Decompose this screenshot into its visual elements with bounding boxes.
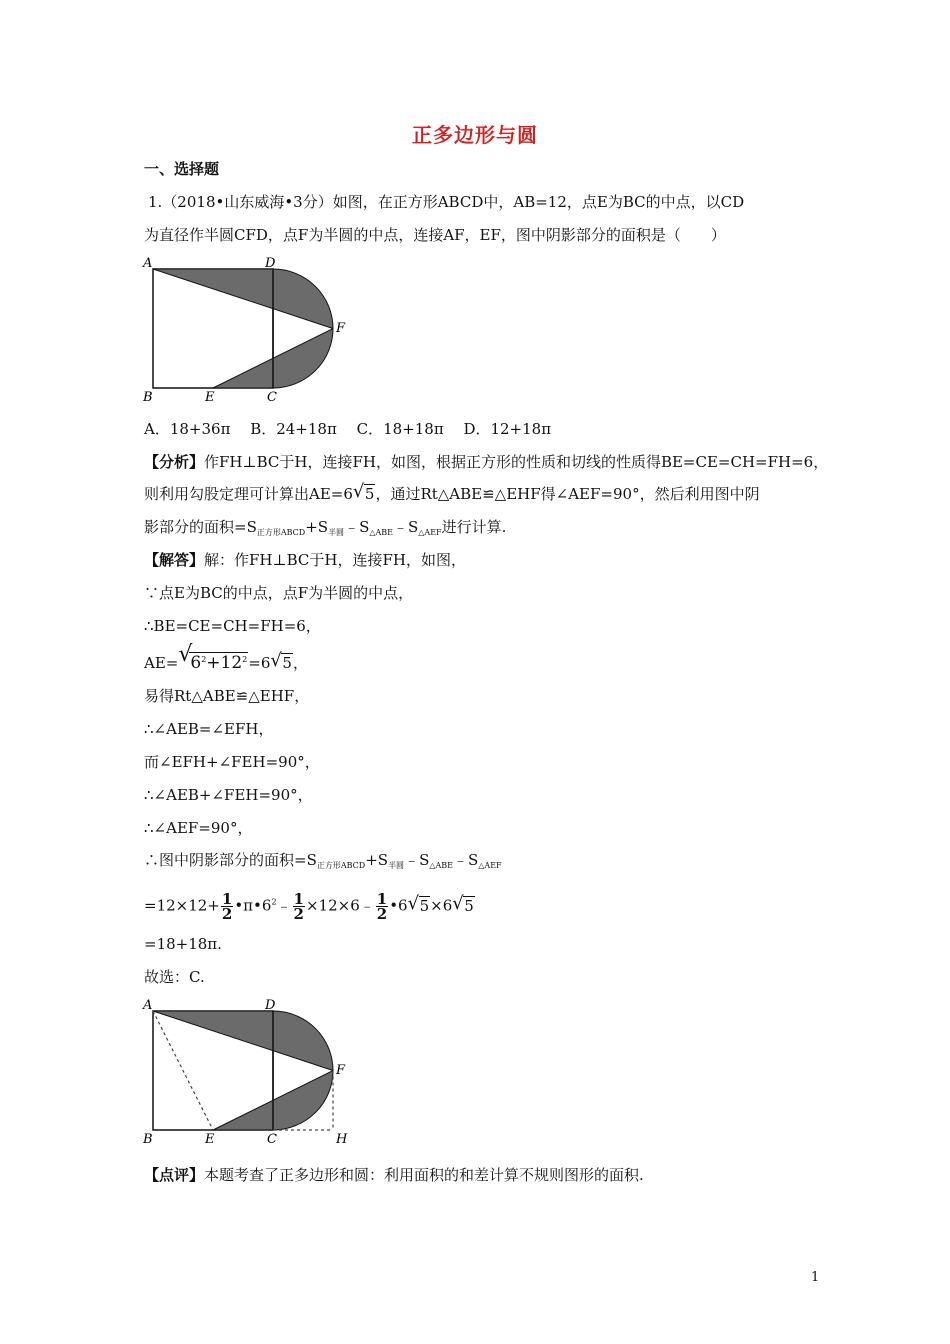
solution-line-3: ∴BE=CE=CH=FH=6， (144, 617, 321, 635)
solution-line-9: ∴∠AEF=90°， (144, 819, 253, 837)
analysis-line-1 (144, 452, 828, 472)
analysis-line-2 (144, 481, 760, 504)
subscript-square: 正方形ABCD (256, 528, 306, 537)
comment-line (144, 1165, 644, 1185)
answer-options: A．18+36π B．24+18π C．18+18π D．12+18π (144, 420, 552, 438)
label-f: F (336, 321, 346, 336)
label-a: A (143, 256, 153, 271)
solution-line-4: AE= √ $6^2+12^2=6$ √ 5， (144, 642, 308, 673)
subscript-aef: △AEF (418, 528, 442, 537)
comment-text: 本题考查了正多边形和圆：利用面积的和差计算不规则图形的面积. (204, 1166, 644, 1184)
label-f: F (336, 1063, 346, 1078)
question-line-1: 1.（2018•山东威海•3分）如图，在正方形ABCD中，AB=12，点E为BC的中点，以CD (148, 193, 745, 211)
label-c: C (267, 390, 277, 404)
shaded-region-top (153, 1011, 333, 1071)
analysis-text-2a: 则利用勾股定理可计算出AE=6 (144, 485, 353, 503)
page-number: 1 (811, 1270, 820, 1285)
solution-line-2: ∵点E为BC的中点，点F为半圆的中点， (144, 584, 414, 602)
segment-ae-dashed (153, 1011, 213, 1130)
solution-line-10: ∴图中阴影部分的面积$=S_{正方形ABCD}+S_{半圆}﹣S_{\triangle ABE}﹣S_{\triangle AEF}$ (144, 851, 502, 870)
label-b: B (143, 1132, 153, 1146)
figure-2 (140, 996, 360, 1146)
section-heading: 一、选择题 (144, 160, 220, 178)
solution-line-6: ∴∠AEB=∠EFH， (144, 720, 274, 738)
fraction-half-1: $\frac{1}{2}$ (221, 890, 233, 923)
fraction-half-3: $\frac{1}{2}$ (376, 890, 388, 923)
label-d: D (265, 998, 276, 1013)
label-c: C (267, 1132, 277, 1146)
fraction-half-2: $\frac{1}{2}$ (293, 890, 304, 923)
solution-line-13: 故选：C. (144, 968, 205, 986)
question-line-2: 为直径作半圆CFD，点F为半圆的中点，连接AF，EF，图中阴影部分的面积是（ ） (144, 226, 726, 244)
solution-line-8: ∴∠AEB+∠FEH=90°， (144, 786, 313, 804)
label-a: A (143, 998, 153, 1013)
sqrt-5: √ 5 (352, 481, 375, 503)
solution-line-12: =18+18π. (144, 935, 222, 953)
solution-line-11: =12×12+ $\frac{1}{2}$ $•\pi•6^2﹣$ $\frac{1}{2}$ ×12×6﹣ $\frac{1}{2}$ •6 √ 5×6 √ 5 (144, 890, 474, 923)
analysis-line-3: 影部分的面积$=S_{正方形ABCD}+S_{半圆}﹣S_{\triangle ABE}﹣S_{\triangle AEF}$进行计算. (144, 518, 507, 537)
sqrt-5-b: √ 5 (270, 650, 292, 672)
solution-line-1: 【解答】解：作FH⊥BC于H，连接FH，如图， (144, 551, 466, 569)
subscript-semicircle: 半圆 (328, 528, 345, 537)
comment-tag: 【点评】 (144, 1166, 205, 1184)
label-e: E (205, 1132, 215, 1146)
label-h: H (336, 1132, 348, 1146)
analysis-text-2b: ，通过Rt△ABE≌△EHF得∠AEF=90°，然后利用图中阴 (375, 485, 760, 503)
label-e: E (205, 390, 215, 404)
solution-line-5: 易得Rt△ABE≌△EHF， (144, 687, 310, 705)
analysis-text-1: 作FH⊥BC于H，连接FH，如图，根据正方形的性质和切线的性质得BE=CE=CH=FH=6， (204, 453, 829, 471)
solution-tag: 【解答】 (144, 551, 205, 569)
shaded-region-top (153, 269, 333, 329)
page-title: 正多边形与圆 (412, 123, 538, 147)
solution-line-7: 而∠EFH+∠FEH=90°， (144, 753, 320, 771)
label-d: D (265, 256, 276, 271)
figure-1 (140, 254, 350, 404)
label-b: B (143, 390, 153, 404)
subscript-abe: △ABE (369, 528, 393, 537)
sqrt-expression: √ $6^2+12^2$ (178, 642, 248, 673)
analysis-tag: 【分析】 (144, 453, 205, 471)
